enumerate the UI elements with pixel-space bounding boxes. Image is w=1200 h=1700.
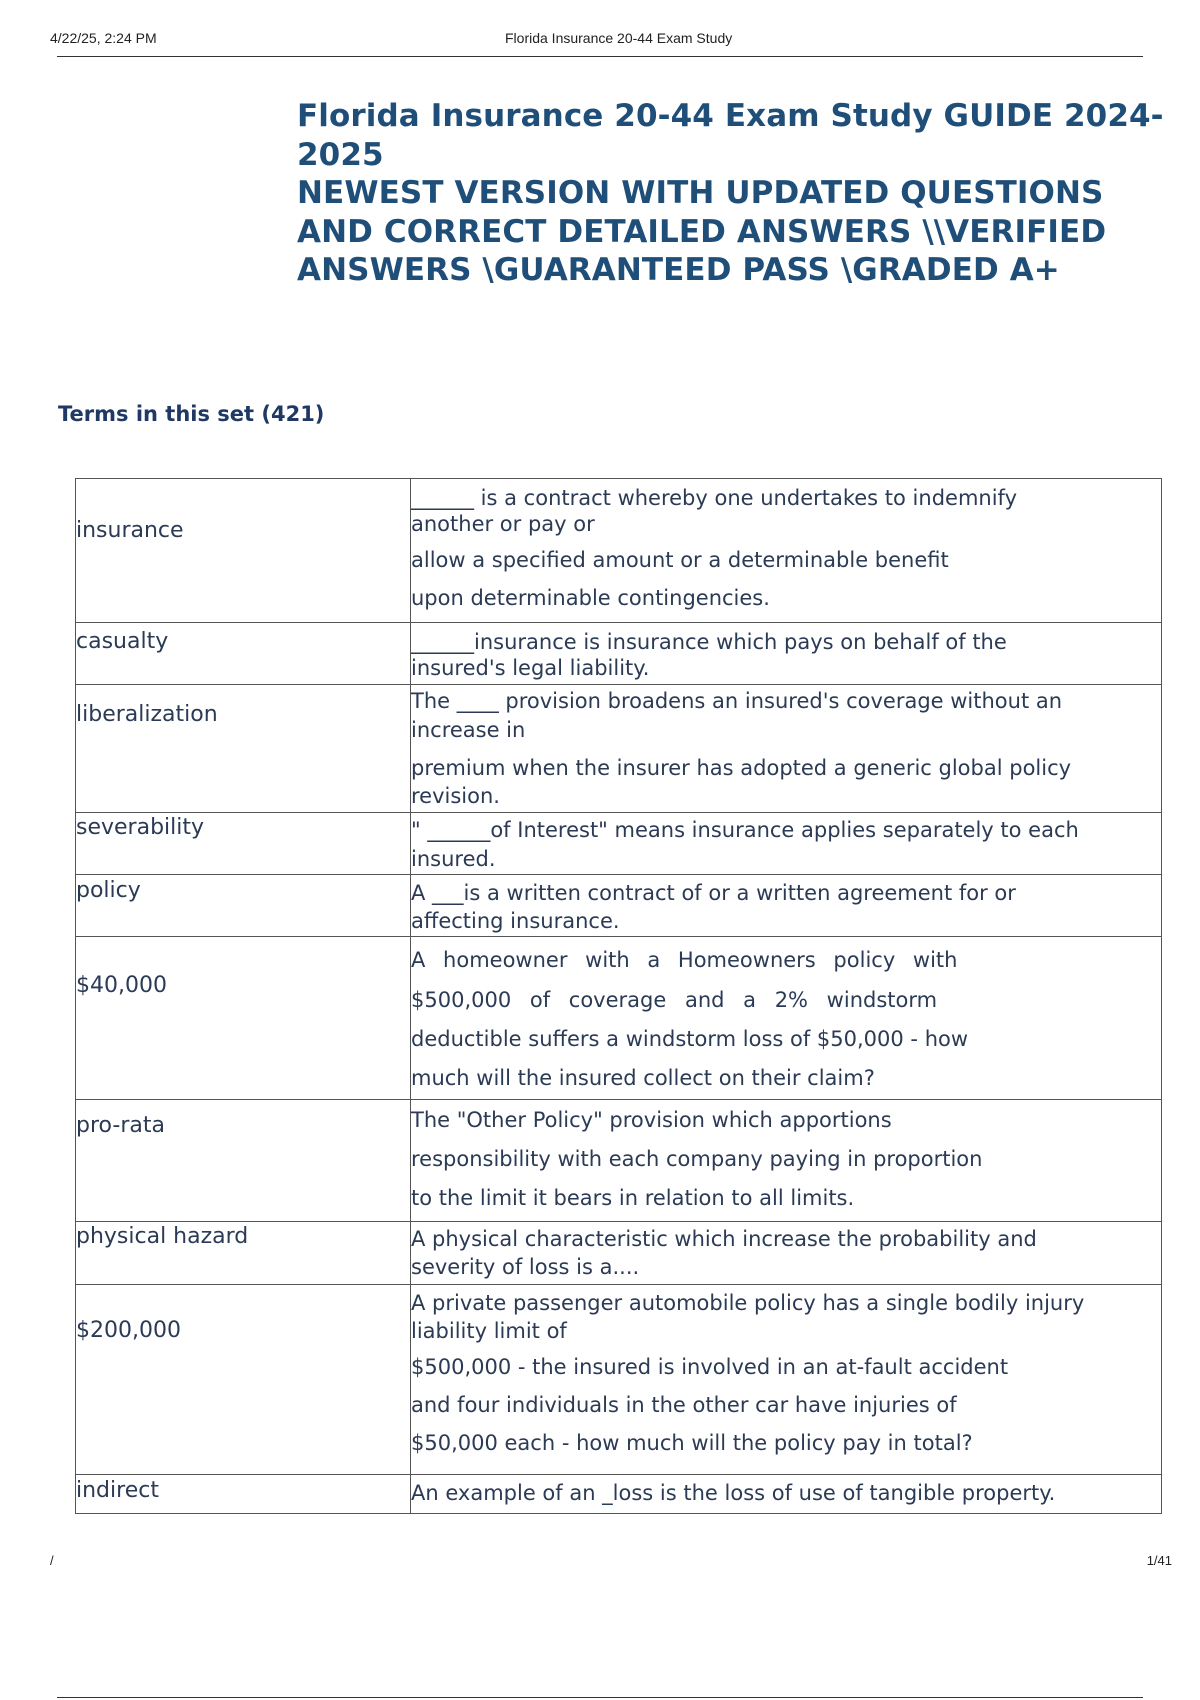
term-label: indirect [76,1478,159,1503]
term-cell [76,1222,411,1285]
definition-line: revision. [411,784,500,808]
definition-line: another or pay or [411,512,595,536]
print-footer [50,1553,1172,1573]
definition-line: deductible suffers a windstorm loss of $50,000 - how [411,1027,969,1051]
definition-cell [411,479,1162,623]
definition-cell [411,685,1162,813]
definition-line: much will the insured collect on their claim? [411,1066,875,1090]
definition-line: A private passenger automobile policy has a single bodily injury [411,1291,1085,1315]
term-cell [76,479,411,623]
print-date: 4/22/25, 2:24 PM [50,30,157,46]
table-row [76,1222,1162,1285]
definition-line: increase in [411,718,526,742]
definition-line: $500,000 - the insured is involved in an at-fault accident [411,1355,1009,1379]
table-row [76,623,1162,685]
definition-line: and four individuals in the other car have injuries of [411,1393,957,1417]
definition-line: The ____ provision broadens an insured's coverage without an [411,689,1063,713]
term-cell [76,1475,411,1514]
definition-cell [411,1475,1162,1514]
definition-line: insured. [411,847,496,871]
table-row [76,685,1162,813]
definition-line: premium when the insurer has adopted a generic global policy [411,756,1072,780]
term-label: physical hazard [76,1224,249,1249]
definition-cell [411,1285,1162,1475]
definition-cell [411,875,1162,937]
title-line: ANSWERS \GUARANTEED PASS \GRADED A+ [297,252,1060,288]
term-label: casualty [76,629,169,654]
definition-line: A physical characteristic which increase the probability and [411,1227,1037,1251]
terms-count-heading: Terms in this set (421) [58,402,325,426]
table-row [76,875,1162,937]
definition-line: responsibility with each company paying in proportion [411,1147,983,1171]
term-cell [76,1100,411,1222]
footer-url-mark: / [50,1553,54,1568]
definition-cell [411,623,1162,685]
term-label: insurance [76,518,184,543]
table-row [76,937,1162,1100]
term-cell [76,813,411,875]
table-row [76,813,1162,875]
definition-line: An example of an _loss is the loss of use of tangible property. [411,1481,1056,1505]
table-row [76,1475,1162,1514]
definition-cell [411,813,1162,875]
definition-line: A homeowner with a Homeowners policy with [411,948,958,972]
definition-line: severity of loss is a.... [411,1255,640,1279]
table-row [76,479,1162,623]
term-cell [76,875,411,937]
definition-line: $500,000 of coverage and a 2% windstorm [411,988,938,1012]
definition-cell [411,1100,1162,1222]
definition-line: allow a specified amount or a determinable benefit [411,548,949,572]
term-label: liberalization [76,702,218,727]
definition-line: " ______of Interest" means insurance applies separately to each [411,818,1079,842]
term-cell [76,685,411,813]
table-row [76,1100,1162,1222]
term-cell [76,1285,411,1475]
term-cell [76,623,411,685]
page-number: 1/41 [1146,1553,1172,1568]
title-line: Florida Insurance 20-44 Exam Study GUIDE 2024-2025 [297,98,1164,173]
term-label: policy [76,878,141,903]
definition-cell [411,1222,1162,1285]
term-cell [76,937,411,1100]
definition-line: ______insurance is insurance which pays on behalf of the [411,630,1007,654]
header-divider [57,56,1143,57]
definition-cell [411,937,1162,1100]
term-label: $40,000 [76,973,167,998]
print-document-title: Florida Insurance 20-44 Exam Study [505,30,733,46]
title-line: AND CORRECT DETAILED ANSWERS \\VERIFIED [297,213,1107,250]
terms-table [75,478,1162,1514]
definition-line: A ___is a written contract of or a written agreement for or [411,881,1016,905]
definition-line: to the limit it bears in relation to all limits. [411,1186,855,1210]
definition-line: $50,000 each - how much will the policy pay in total? [411,1431,973,1455]
definition-line: The "Other Policy" provision which apportions [411,1108,892,1132]
definition-line: upon determinable contingencies. [411,586,770,610]
term-label: severability [76,815,205,840]
table-row [76,1285,1162,1475]
definition-line: insured's legal liability. [411,656,650,680]
next-page-divider [57,1697,1143,1698]
definition-line: ______ is a contract whereby one undertakes to indemnify [411,486,1018,510]
definition-line: liability limit of [411,1319,567,1343]
page-title [297,97,1187,290]
definition-line: affecting insurance. [411,909,620,933]
title-line: NEWEST VERSION WITH UPDATED QUESTIONS [297,175,1104,211]
term-label: pro-rata [76,1113,165,1138]
term-label: $200,000 [76,1318,181,1343]
